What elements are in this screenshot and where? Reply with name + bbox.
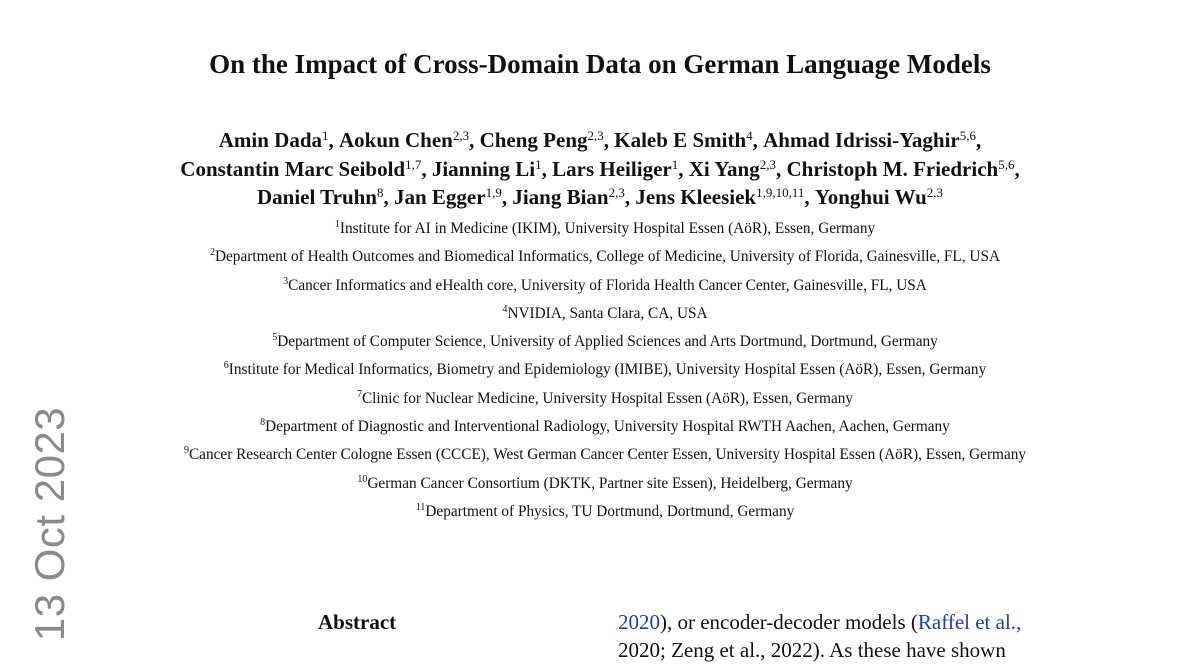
- affiliation-text: Cancer Informatics and eHealth core, University of Florida Health Cancer Center, Gainesville, FL, USA: [288, 276, 927, 294]
- body-text-column: [618, 608, 1068, 664]
- author: Lars Heiliger$^1$,: [552, 156, 689, 181]
- author-affiliation-marks: 1: [535, 156, 542, 172]
- author: Aokun Chen$^{2,3}$,: [339, 128, 480, 152]
- affiliation: [60, 300, 1150, 328]
- author: Cheng Peng$^{2,3}$,: [479, 128, 615, 152]
- body-text-line-partial: 2020; Zeng et al., 2022). As these have shown: [618, 638, 1006, 662]
- affiliation: [60, 328, 1150, 356]
- body-text-line: [618, 608, 1068, 636]
- affiliation-number: 8: [260, 417, 266, 429]
- author-affiliation-marks: 2,3: [759, 156, 776, 172]
- abstract-heading: Abstract: [318, 610, 397, 634]
- author-list: [90, 126, 1110, 212]
- author-name: Xi Yang: [688, 156, 760, 181]
- affiliation-number: 6: [223, 360, 229, 372]
- paper-title: On the Impact of Cross-Domain Data on German Language Models: [209, 49, 991, 79]
- author-name: Cheng Peng: [479, 128, 588, 152]
- author-affiliation-marks: 1,9,10,11: [756, 185, 805, 200]
- affiliation-list: [60, 215, 1150, 526]
- author: Kaleb E Smith$^4$,: [614, 128, 764, 152]
- affiliation: [60, 470, 1150, 498]
- author-name: Jens Kleesiek: [635, 185, 757, 209]
- author-affiliation-marks: 1: [322, 128, 329, 143]
- author: Jiang Bian$^{2,3}$,: [512, 185, 636, 209]
- affiliation-text: NVIDIA, Santa Clara, CA, USA: [507, 304, 708, 322]
- citation-link[interactable]: Raffel et al.,: [917, 610, 1022, 634]
- author-name: Yonghui Wu: [814, 185, 927, 209]
- author-affiliation-marks: 2,3: [452, 128, 470, 143]
- affiliation: [60, 498, 1150, 526]
- affiliation: [60, 385, 1150, 413]
- author-affiliation-marks: 2,3: [926, 185, 944, 200]
- author-name: Amin Dada: [218, 128, 323, 152]
- body-text: ), or encoder-decoder models (: [660, 610, 918, 634]
- author-name: Lars Heiliger: [552, 156, 672, 181]
- affiliation-text: Department of Computer Science, University of Applied Sciences and Arts Dortmund, Dortmund, Germany: [277, 333, 938, 351]
- affiliation-text: Department of Diagnostic and Interventional Radiology, University Hospital RWTH Aachen, Aachen, Germany: [265, 418, 950, 436]
- author-name: Daniel Truhn: [256, 185, 377, 209]
- author: Jianning Li$^1$,: [431, 156, 553, 181]
- author-name: Christoph M. Friedrich: [786, 156, 999, 181]
- author-affiliation-marks: 8: [376, 185, 384, 200]
- author: Amin Dada$^1$,: [218, 128, 340, 152]
- citation-link[interactable]: 2020: [618, 610, 660, 634]
- author-name: Ahmad Idrissi-Yaghir: [763, 128, 960, 152]
- affiliation-text: Clinic for Nuclear Medicine, University Hospital Essen (AöR), Essen, Germany: [361, 389, 854, 407]
- author: Ahmad Idrissi-Yaghir$^{5,6}$,: [763, 128, 982, 152]
- affiliation-text: German Cancer Consortium (DKTK, Partner site Essen), Heidelberg, Germany: [367, 474, 853, 492]
- author-affiliation-marks: 1: [671, 156, 679, 172]
- author-affiliation-marks: 5,6: [998, 156, 1015, 172]
- author-affiliation-marks: 1,7: [405, 156, 422, 172]
- affiliation: [60, 356, 1150, 384]
- affiliation-number: 2: [209, 247, 215, 259]
- author-name: Jan Egger: [393, 185, 486, 209]
- author: Daniel Truhn$^8$,: [256, 185, 394, 209]
- affiliation-number: 1: [334, 219, 340, 230]
- affiliation-number: 4: [502, 303, 508, 315]
- affiliation: [60, 441, 1150, 469]
- affiliation: [60, 413, 1150, 441]
- author: Jens Kleesiek$^{1,9,10,11}$,: [635, 185, 815, 209]
- author: [815, 185, 943, 209]
- author: Constantin Marc Seibold$^{1,7}$,: [180, 156, 432, 181]
- affiliation-text: Institute for AI in Medicine (IKIM), University Hospital Essen (AöR), Essen, Germany: [339, 220, 876, 237]
- arxiv-date-stamp: 13 Oct 2023: [26, 406, 73, 642]
- author-name: Aokun Chen: [339, 128, 453, 152]
- author: Xi Yang$^{2,3}$,: [688, 156, 787, 181]
- affiliation-text: Cancer Research Center Cologne Essen (CCCE), West German Cancer Center Essen, University Hospital Essen (AöR), Essen, Germany: [188, 446, 1027, 464]
- author-affiliation-marks: 4: [746, 128, 753, 143]
- author-name: Constantin Marc Seibold: [180, 156, 406, 181]
- author-affiliation-marks: 2,3: [587, 128, 604, 143]
- affiliation-text: Department of Physics, TU Dortmund, Dortmund, Germany: [425, 502, 795, 520]
- author-affiliation-marks: 1,9: [485, 185, 502, 200]
- affiliation-number: 10: [357, 473, 368, 485]
- affiliation-text: Department of Health Outcomes and Biomedical Informatics, College of Medicine, University of Florida, Gainesville, FL, USA: [214, 248, 1001, 266]
- affiliation-number: 3: [283, 275, 289, 287]
- affiliation-number: 5: [272, 332, 278, 344]
- affiliation: [60, 215, 1150, 243]
- author: Jan Egger$^{1,9}$,: [393, 185, 513, 209]
- affiliation-text: Institute for Medical Informatics, Biometry and Epidemiology (IMIBE), University Hospital Essen (AöR), Essen, Germany: [228, 361, 987, 379]
- affiliation: [60, 272, 1150, 300]
- author-affiliation-marks: 5,6: [959, 128, 976, 143]
- affiliation-number: 11: [415, 501, 426, 513]
- author-name: Kaleb E Smith: [614, 128, 747, 152]
- affiliation: [60, 243, 1150, 271]
- author-name: Jianning Li: [431, 156, 536, 181]
- author: Christoph M. Friedrich$^{5,6}$,: [786, 156, 1020, 181]
- author-affiliation-marks: 2,3: [608, 185, 625, 200]
- affiliation-number: 9: [183, 445, 189, 457]
- affiliation-number: 7: [356, 388, 362, 400]
- author-name: Jiang Bian: [512, 185, 609, 209]
